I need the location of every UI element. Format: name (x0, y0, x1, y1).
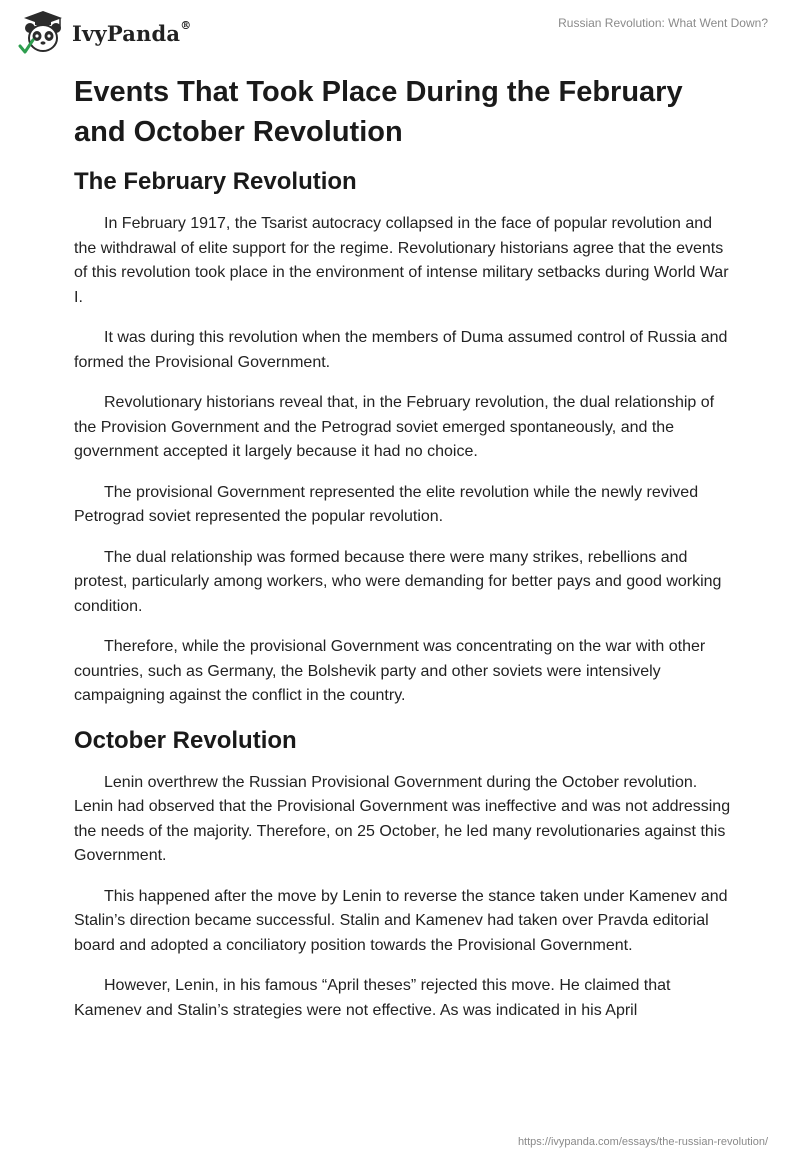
brand-name: IvyPanda® (72, 18, 192, 46)
section-heading-february: The February Revolution (74, 168, 357, 195)
paragraph: The dual relationship was formed because there were many strikes, rebellions and protest, particularly among workers, who were demanding for better pays and good working condition. (74, 548, 722, 615)
page-header (0, 0, 800, 70)
brand-logo[interactable] (16, 8, 191, 56)
paragraph: However, Lenin, in his famous “April theses” rejected this move. He claimed that Kamenev and Stalin’s strategies were not effective. As was indicated in his April (74, 977, 671, 1019)
source-url-link[interactable]: https://ivypanda.com/essays/the-russian-revolution/ (517, 1136, 768, 1148)
paragraph: Lenin overthrew the Russian Provisional Government during the October revolution. Lenin had observed that the Provisional Government was ineffective and was not addressing the needs of the majority. Therefore, on 25 October, he led many revolutionaries against this Government. (74, 773, 731, 864)
paragraph: Revolutionary historians reveal that, in the February revolution, the dual relationship of the Provision Government and the Petrograd soviet emerged spontaneously, and the government accepted it largely because it had no choice. (74, 394, 715, 460)
registered-mark: ® (180, 18, 192, 32)
panda-logo-icon (16, 8, 70, 56)
section-heading-october: October Revolution (74, 726, 297, 754)
paragraph: Therefore, while the provisional Government was concentrating on the war with other countries, such as Germany, the Bolshevik party and other soviets were intensively campaigning against the conflict in the country. (74, 638, 706, 704)
document-title-header: Russian Revolution: What Went Down? (558, 16, 768, 30)
paragraph: It was during this revolution when the members of Duma assumed control of Russia and formed the Provisional Government. (74, 329, 728, 371)
paragraph: In February 1917, the Tsarist autocracy collapsed in the face of popular revolution and the withdrawal of elite support for the regime. Revolutionary historians agree that the events of this revolution took place in the environment of intense military setbacks during World War I. (74, 215, 729, 306)
article-body (74, 72, 734, 1039)
page-title: Events That Took Place During the February and October Revolution (74, 76, 683, 148)
paragraph: The provisional Government represented the elite revolution while the newly revived Petrograd soviet represented the popular revolution. (74, 483, 699, 525)
paragraph: This happened after the move by Lenin to reverse the stance taken under Kamenev and Stalin’s direction became successful. Stalin and Kamenev had taken over Pravda editorial board and adopted a conciliatory position towards the Provisional Government. (74, 887, 728, 954)
